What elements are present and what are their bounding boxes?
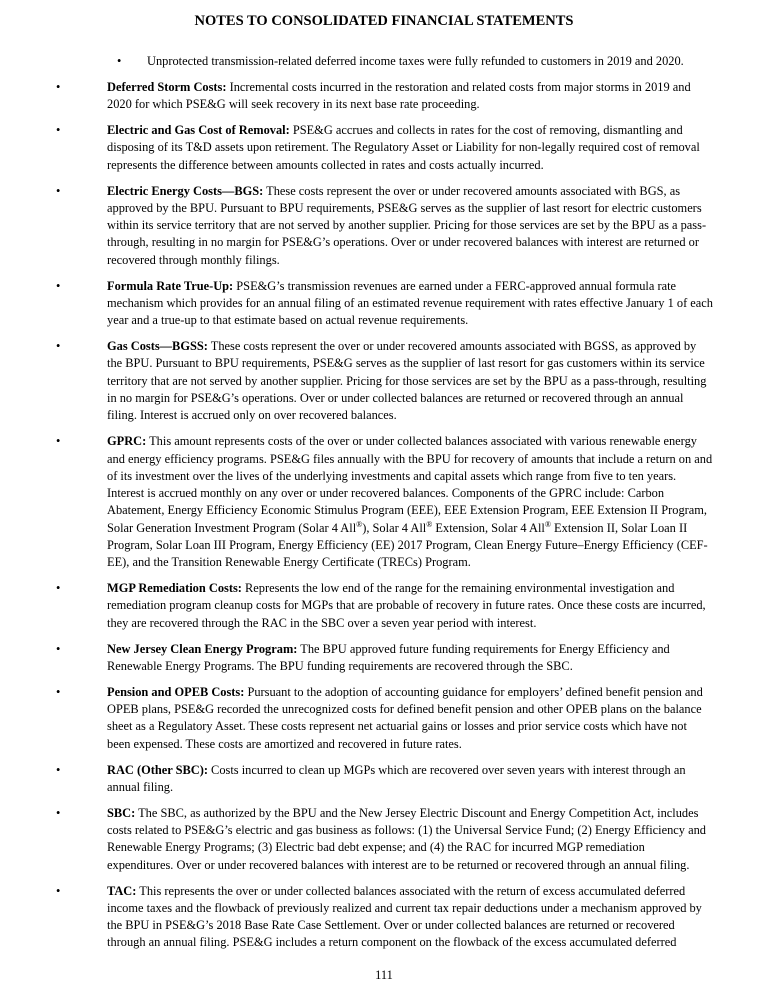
item-text: Extension, Solar 4 All bbox=[432, 520, 545, 535]
bullet-icon: • bbox=[56, 581, 61, 596]
list-item bbox=[0, 762, 713, 797]
list-item bbox=[0, 580, 713, 632]
bullet-icon: • bbox=[56, 684, 61, 699]
list-item bbox=[0, 684, 713, 753]
item-text: Unprotected transmission-related deferred income taxes were fully refunded to customers in 2019 and 2020. bbox=[147, 54, 684, 68]
item-term: New Jersey Clean Energy Program: bbox=[107, 641, 298, 656]
list-item bbox=[0, 278, 713, 330]
item-term: Pension and OPEB Costs: bbox=[107, 684, 245, 699]
item-text: This amount represents costs of the over or under collected balances associated with various renewable energy and energy efficiency programs. PSE&G files annually with the BPU for recovery of amounts that include a return on and of its investment over the lives of the underlying investments and capital assets which range from five to ten years. Interest is accrued monthly on any over or under recovered balances. Components of the GPRC include: Carbon Abatement, Energy Efficiency Economic Stimulus Program (EEE), EEE Extension Program, EEE Extension II Program, Solar Generation Investment Program (Solar 4 All bbox=[107, 434, 713, 535]
list-item bbox=[0, 883, 713, 952]
item-text: Pursuant to the adoption of accounting guidance for employers’ defined benefit pension and OPEB plans, PSE&G recorded the unrecognized costs for defined benefit pension and other OPEB plans on the balance sheet as a Regulatory Asset. These costs represent net actuarial gains or losses and prior service costs which have not been expensed. These costs are amortized and recovered in future rates. bbox=[107, 684, 703, 751]
list-item bbox=[0, 183, 713, 269]
item-text: Incremental costs incurred in the restoration and related costs from major storms in 2019 and 2020 for which PSE&G will seek recovery in its next base rate proceeding. bbox=[107, 79, 691, 112]
item-text: These costs represent the over or under recovered amounts associated with BGSS, as approved by the BPU. Pursuant to BPU requirements, PSE&G serves as the supplier of last resort for gas customers within its service territory that are not served by another supplier. Pricing for those services are set by the BPU as a pass-through, resulting in no margin for PSE&G’s operations. Over or under collected balances are returned or recovered through an annual filing. Interest is accrued only on over recovered balances. bbox=[107, 339, 707, 423]
item-term: Formula Rate True-Up: bbox=[107, 278, 234, 293]
list-item bbox=[0, 433, 713, 571]
sub-list-item bbox=[0, 53, 713, 70]
list-item bbox=[0, 122, 713, 174]
registered-mark: ® bbox=[544, 519, 551, 529]
item-text: This represents the over or under collected balances associated with the return of excess accumulated deferred income taxes and the flowback of previously realized and current tax repair deductions under a mechanism approved by the BPU in PSE&G’s 2018 Base Rate Case Settlement. Over or under collected balances are returned or recovered through an annual filing. PSE&G includes a return component on the flowback of the excess accumulated deferred bbox=[107, 883, 702, 950]
item-text: The BPU approved future funding requirements for Energy Efficiency and Renewable Energy Programs. The BPU funding requirements are recovered through the SBC. bbox=[107, 641, 670, 673]
item-term: Electric and Gas Cost of Removal: bbox=[107, 123, 290, 138]
bullet-icon: • bbox=[56, 339, 61, 354]
item-text: Represents the low end of the range for the remaining environmental investigation and remediation program cleanup costs for MGPs that are probable of recovery in future rates. Once these costs are incurred, they are recovered through the RAC in the SBC over a seven year period with interest. bbox=[107, 581, 706, 630]
page-number: 111 bbox=[375, 968, 393, 982]
item-text: Extension II, Solar Loan II Program, Solar Loan III Program, Energy Efficiency (EE) 2017 Program, Clean Energy Future–Energy Efficiency (CEF-EE), and the Transition Renewable Energy Certificate (TRECs) Program. bbox=[107, 520, 708, 570]
bullet-icon: • bbox=[56, 278, 61, 293]
bullet-icon: • bbox=[56, 883, 61, 898]
bullet-icon: • bbox=[56, 123, 61, 138]
item-term: Electric Energy Costs—BGS: bbox=[107, 183, 264, 198]
notes-list bbox=[0, 53, 768, 960]
item-term: SBC: bbox=[107, 805, 136, 820]
bullet-icon: • bbox=[56, 183, 61, 198]
item-term: MGP Remediation Costs: bbox=[107, 581, 242, 596]
item-text: These costs represent the over or under recovered amounts associated with BGS, as approved by the BPU. Pursuant to BPU requirements, PSE&G serves as the supplier of last resort for electric customers within its service territory that are not served by another supplier. Pricing for those services are set by the BPU as a pass-through, resulting in no margin for PSE&G’s operations. Over or under recovered balances with interest are returned or recovered through monthly filings. bbox=[107, 183, 707, 267]
item-term: GPRC: bbox=[107, 434, 147, 449]
list-item bbox=[0, 805, 713, 874]
list-item bbox=[0, 338, 713, 424]
item-term: Gas Costs—BGSS: bbox=[107, 339, 208, 354]
item-text: ), Solar 4 All bbox=[362, 520, 427, 535]
list-item bbox=[0, 79, 713, 114]
bullet-icon: • bbox=[56, 79, 61, 94]
page-title: NOTES TO CONSOLIDATED FINANCIAL STATEMENTS bbox=[194, 13, 574, 29]
registered-mark: ® bbox=[356, 519, 363, 529]
item-text: PSE&G accrues and collects in rates for the cost of removing, dismantling and disposing of its T&D assets upon retirement. The Regulatory Asset or Liability for non-legally required cost of removal represents the difference between amounts collected in rates and costs actually incurred. bbox=[107, 123, 700, 172]
item-term: Deferred Storm Costs: bbox=[107, 79, 227, 94]
item-text: Costs incurred to clean up MGPs which are recovered over seven years with interest through an annual filing. bbox=[107, 762, 686, 794]
bullet-icon: • bbox=[56, 641, 61, 656]
registered-mark: ® bbox=[426, 519, 433, 529]
bullet-icon: • bbox=[56, 434, 61, 449]
bullet-icon: • bbox=[56, 805, 61, 820]
list-item bbox=[0, 641, 713, 676]
item-text: The SBC, as authorized by the BPU and the New Jersey Electric Discount and Energy Competition Act, includes costs related to PSE&G’s electric and gas business as follows: (1) the Universal Service Fund; (2) Energy Efficiency and Renewable Energy Programs; (3) Electric bad debt expense; and (4) the RAC for incurred MGP remediation expenditures. Over or under recovered balances with interest are to be returned or recovered through an annual filing. bbox=[107, 805, 706, 872]
bullet-icon: • bbox=[56, 762, 61, 777]
item-text: PSE&G’s transmission revenues are earned under a FERC-approved annual formula rate mechanism which provides for an annual filing of an estimated revenue requirement with rates effective January 1 of each year and a true-up to that estimate based on actual revenue requirements. bbox=[107, 278, 713, 328]
bullet-icon: • bbox=[117, 54, 122, 68]
item-term: RAC (Other SBC): bbox=[107, 762, 208, 777]
item-term: TAC: bbox=[107, 883, 137, 898]
